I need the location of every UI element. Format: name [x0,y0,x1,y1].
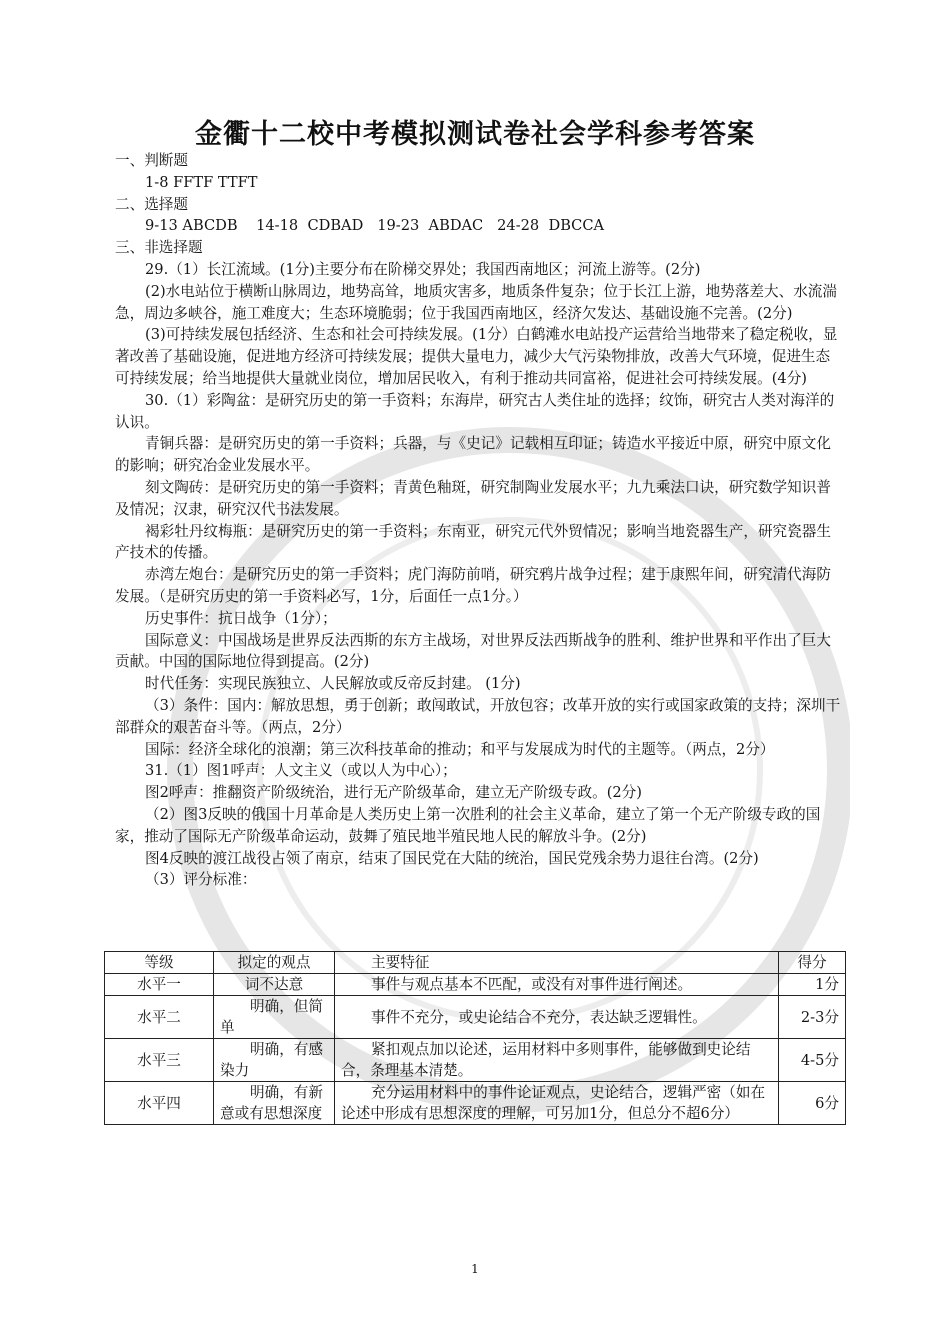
row-score: 6分 [779,1082,846,1125]
row-score: 1分 [779,974,846,996]
table-header-row [105,952,846,974]
q30-item-brick: 刻文陶砖：是研究历史的第一手资料；青黄色釉斑，研究制陶业发展水平；九九乘法口诀，研究数学知识普及情况；汉隶，研究汉代书法发展。 [115,478,831,518]
row-viewpoint: 明确，有感染力 [214,1039,335,1082]
q29-part2: (2)水电站位于横断山脉周边，地势高耸，地质灾害多，地质条件复杂；位于长江上游，地势落差大、水流湍急，周边多峡谷，施工难度大；生态环境脆弱；位于我国西南地区，经济欠发达、基础设施不完善。(2分) [115,282,837,322]
header-level: 等级 [105,952,214,974]
row-viewpoint: 明确，有新意或有思想深度 [214,1082,335,1125]
row-features: 事件与观点基本不匹配，或没有对事件进行阐述。 [335,974,779,996]
row-level: 水平四 [105,1082,214,1125]
section-heading-judgement: 一、判断题 [115,152,188,169]
page-title: 金衢十二校中考模拟测试卷社会学科参考答案 [195,119,755,150]
answer-content [115,150,843,891]
q30-item-vase: 褐彩牡丹纹梅瓶：是研究历史的第一手资料；东南亚，研究元代外贸情况；影响当地瓷器生产，研究瓷器生产技术的传播。 [115,522,831,562]
q31-part1-fig1: 31.（1）图1呼声：人文主义（或以人为中心）； [145,762,457,780]
row-score: 2-3分 [779,996,846,1039]
row-level: 水平一 [105,974,214,996]
q30-part3-domestic: （3）条件：国内：解放思想，勇于创新；敢闯敢试，开放包容；改革开放的实行或国家政策的支持；深圳干部群众的艰苦奋斗等。（两点，2分） [115,696,841,736]
table-row [105,1039,846,1082]
q30-item-fort: 赤湾左炮台：是研究历史的第一手资料；虎门海防前哨，研究鸦片战争过程；建于康熙年间，研究清代海防发展。（是研究历史的第一手资料必写，1分，后面任一点1分。） [115,566,831,605]
row-viewpoint: 明确，但简单 [214,996,335,1039]
row-level: 水平二 [105,996,214,1039]
q31-part2-fig4: 图4反映的渡江战役占领了南京，结束了国民党在大陆的统治，国民党残余势力退往台湾。(2分) [145,849,759,867]
scoring-table [104,951,846,1125]
q30-era-task: 时代任务：实现民族独立、人民解放或反帝反封建。 (1分) [145,675,521,693]
row-features: 紧扣观点加以论述，运用材料中多则事件，能够做到史论结合，条理基本清楚。 [335,1039,779,1082]
q31-part3-heading: （3）评分标准： [145,871,257,889]
q30-item-pottery: 30.（1）彩陶盆：是研究历史的第一手资料；东海岸，研究古人类住址的选择；纹饰，研究古人类对海洋的认识。 [115,391,835,431]
section-heading-choice: 二、选择题 [115,195,188,213]
q30-part3-international: 国际：经济全球化的浪潮；第三次科技革命的推动；和平与发展成为时代的主题等。（两点，2分） [145,740,775,758]
table-row [105,996,846,1039]
q29-part3: (3)可持续发展包括经济、生态和社会可持续发展。(1分）白鹤滩水电站投产运营给当地带来了稳定税收，显著改善了基础设施，促进地方经济可持续发展；提供大量电力，减少大气污染物排放，改善大气环境，促进生态可持续发展；给当地提供大量就业岗位，增加居民收入，有利于推动共同富裕，促进社会可持续发展。(4分) [115,326,838,387]
header-score: 得分 [779,952,846,974]
q31-part1-fig2: 图2呼声：推翻资产阶级统治，进行无产阶级革命，建立无产阶级专政。(2分) [145,784,642,802]
section-heading-nonchoice: 三、非选择题 [115,239,203,257]
header-viewpoint: 拟定的观点 [214,952,335,974]
q29-part1: 29.（1）长江流域。(1分)主要分布在阶梯交界处；我国西南地区；河流上游等。(2分) [145,260,701,278]
row-features: 事件不充分，或史论结合不充分，表达缺乏逻辑性。 [335,996,779,1039]
judgement-answers: 1-8 FFTF TTFT [145,173,258,191]
q30-historical-event: 历史事件：抗日战争（1分）； [145,609,337,627]
row-level: 水平三 [105,1039,214,1082]
table-row [105,1082,846,1125]
row-viewpoint: 词不达意 [214,974,335,996]
row-features: 充分运用材料中的事件论证观点，史论结合，逻辑严密（如在论述中形成有思想深度的理解，可另加1分，但总分不超6分） [335,1082,779,1125]
q30-item-bronze: 青铜兵器：是研究历史的第一手资料；兵器，与《史记》记载相互印证；铸造水平接近中原，研究中原文化的影响；研究冶金业发展水平。 [115,435,831,475]
choice-answers: 9-13 ABCDB 14-18 CDBAD 19-23 ABDAC 24-28 DBCCA [145,217,605,235]
table-row [105,974,846,996]
q30-international-significance: 国际意义：中国战场是世界反法西斯的东方主战场，对世界反法西斯战争的胜利、维护世界和平作出了巨大贡献。中国的国际地位得到提高。(2分) [115,631,831,671]
row-score: 4-5分 [779,1039,846,1082]
q31-part2-fig3: （2）图3反映的俄国十月革命是人类历史上第一次胜利的社会主义革命，建立了第一个无产阶级专政的国家，推动了国际无产阶级革命运动，鼓舞了殖民地半殖民地人民的解放斗争。(2分) [115,805,821,845]
header-features: 主要特征 [335,952,779,974]
page-number: 1 [471,1262,479,1276]
